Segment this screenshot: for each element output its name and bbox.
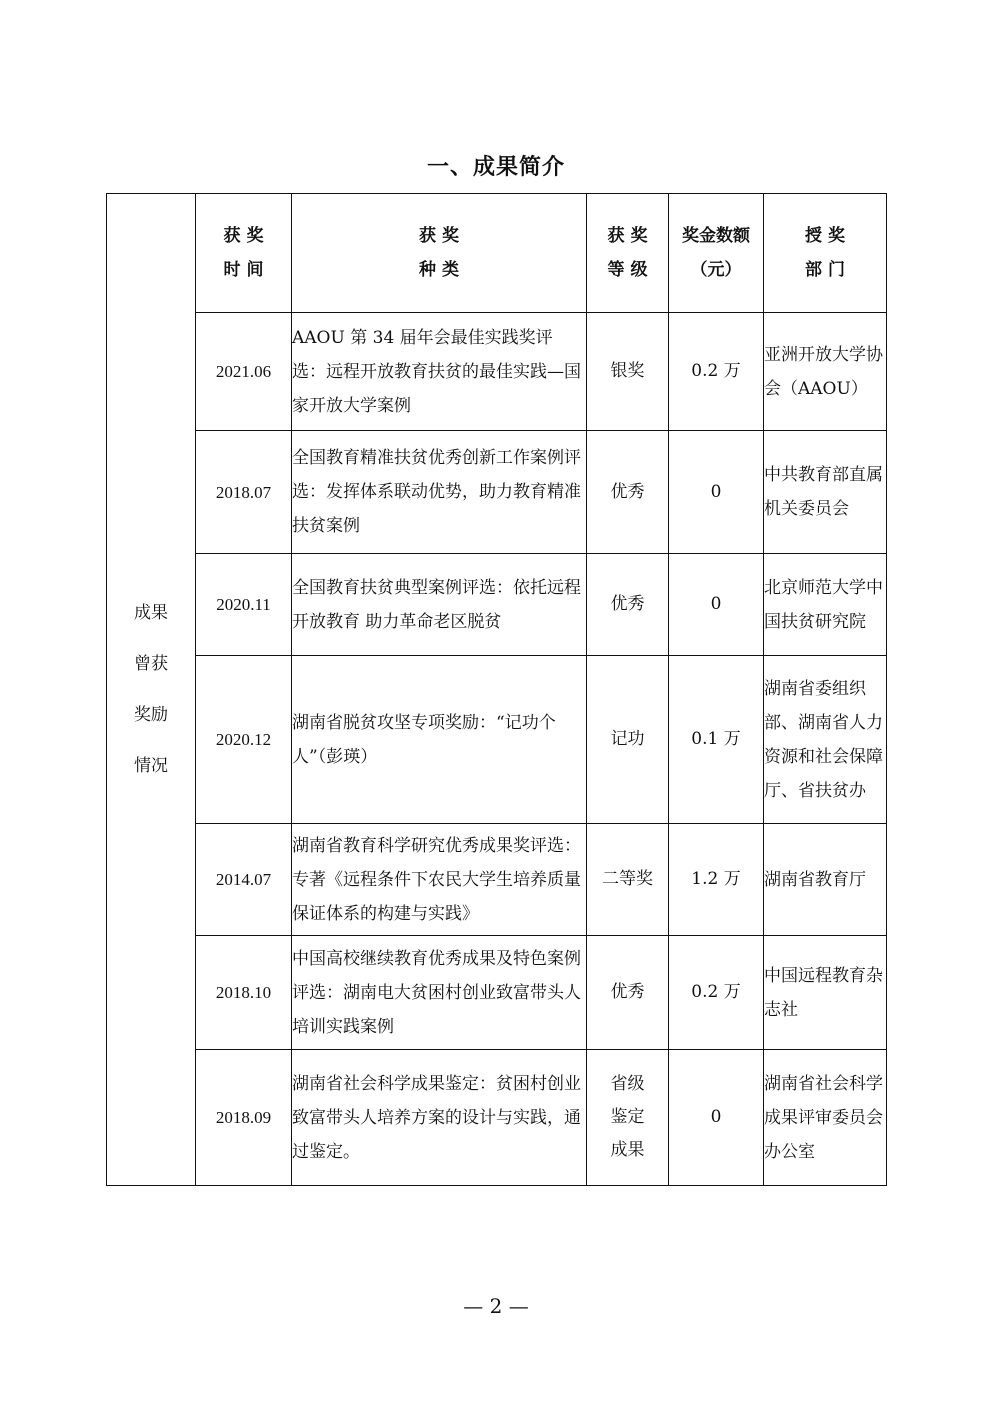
award-date: 2020.11 xyxy=(196,554,292,656)
award-kind: 全国教育精准扶贫优秀创新工作案例评选：发挥体系联动优势，助力教育精准扶贫案例 xyxy=(292,431,587,554)
award-dept: 中共教育部直属机关委员会 xyxy=(764,431,887,554)
award-level: 二等奖 xyxy=(587,824,669,936)
prize-amount: 0.2 万 xyxy=(669,936,764,1050)
award-date: 2018.09 xyxy=(196,1050,292,1186)
award-date: 2018.07 xyxy=(196,431,292,554)
prize-amount: 1.2 万 xyxy=(669,824,764,936)
prize-amount: 0 xyxy=(669,1050,764,1186)
side-label-line: 曾获 xyxy=(134,653,168,674)
header-row xyxy=(107,194,887,313)
award-dept: 中国远程教育杂志社 xyxy=(764,936,887,1050)
header-award-time: 获 奖 时 间 xyxy=(196,194,292,313)
award-kind: AAOU 第 34 届年会最佳实践奖评选：远程开放教育扶贫的最佳实践—国家开放大学案例 xyxy=(292,313,587,431)
award-kind: 全国教育扶贫典型案例评选：依托远程开放教育 助力革命老区脱贫 xyxy=(292,554,587,656)
table-row xyxy=(107,936,887,1050)
prize-amount: 0.2 万 xyxy=(669,313,764,431)
prize-amount: 0.1 万 xyxy=(669,656,764,824)
side-label-line: 奖励 xyxy=(134,704,168,725)
page-title: 一、成果简介 xyxy=(426,155,565,180)
award-kind: 湖南省教育科学研究优秀成果奖评选：专著《远程条件下农民大学生培养质量保证体系的构建与实践》 xyxy=(292,824,587,936)
award-date: 2021.06 xyxy=(196,313,292,431)
table-row xyxy=(107,431,887,554)
award-dept: 湖南省委组织部、湖南省人力资源和社会保障厅、省扶贫办 xyxy=(764,656,887,824)
page-number: — 2 — xyxy=(463,1294,529,1318)
prize-amount: 0 xyxy=(669,554,764,656)
header-prize-amount: 奖金数额 （元） xyxy=(669,194,764,313)
award-level: 省级鉴定成果 xyxy=(587,1050,669,1186)
award-date: 2018.10 xyxy=(196,936,292,1050)
award-level: 优秀 xyxy=(587,554,669,656)
side-label-line: 成果 xyxy=(134,602,168,623)
table-row xyxy=(107,824,887,936)
award-level: 银奖 xyxy=(587,313,669,431)
award-dept: 湖南省社会科学成果评审委员会办公室 xyxy=(764,1050,887,1186)
award-level: 优秀 xyxy=(587,431,669,554)
award-kind: 湖南省社会科学成果鉴定：贫困村创业致富带头人培养方案的设计与实践，通过鉴定。 xyxy=(292,1050,587,1186)
award-level: 优秀 xyxy=(587,936,669,1050)
prize-amount: 0 xyxy=(669,431,764,554)
award-kind: 湖南省脱贫攻坚专项奖励：“记功个人”（彭瑛） xyxy=(292,656,587,824)
award-dept: 北京师范大学中国扶贫研究院 xyxy=(764,554,887,656)
table-row xyxy=(107,554,887,656)
header-award-dept: 授 奖 部 门 xyxy=(764,194,887,313)
award-kind: 中国高校继续教育优秀成果及特色案例评选：湖南电大贫困村创业致富带头人培训实践案例 xyxy=(292,936,587,1050)
header-award-level: 获 奖 等 级 xyxy=(587,194,669,313)
award-dept: 亚洲开放大学协会（AAOU） xyxy=(764,313,887,431)
table-row xyxy=(107,1050,887,1186)
award-date: 2020.12 xyxy=(196,656,292,824)
table-row xyxy=(107,656,887,824)
award-date: 2014.07 xyxy=(196,824,292,936)
award-dept: 湖南省教育厅 xyxy=(764,824,887,936)
header-award-kind: 获 奖 种 类 xyxy=(292,194,587,313)
table-row xyxy=(107,313,887,431)
award-level: 记功 xyxy=(587,656,669,824)
side-label-cell xyxy=(107,194,196,1186)
awards-table xyxy=(106,193,887,1186)
side-label-line: 情况 xyxy=(134,755,168,776)
